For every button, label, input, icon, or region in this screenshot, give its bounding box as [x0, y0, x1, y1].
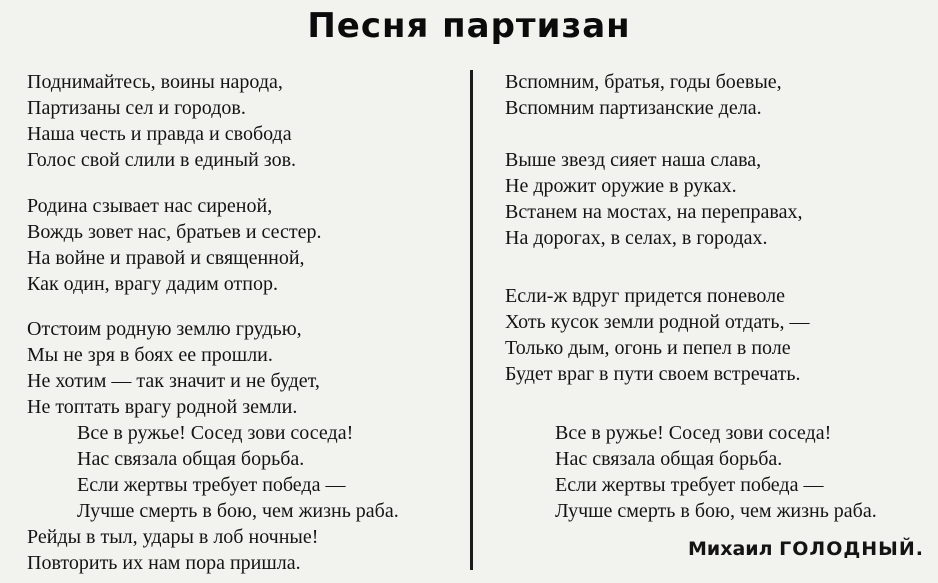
verse-line: Родина сзывает нас сиреной,	[27, 195, 273, 217]
verse-line: Встанем на мостах, на переправах,	[505, 201, 803, 223]
verse-line: Повторить их нам пора пришла.	[27, 552, 301, 574]
author-first-name: Михаил	[688, 538, 773, 560]
verse-line: Как один, врагу дадим отпор.	[27, 273, 278, 295]
verse-line: Не дрожит оружие в руках.	[505, 175, 737, 197]
verse-line: Не топтать врагу родной земли.	[27, 396, 298, 418]
verse-line: Вспомним партизанские дела.	[505, 97, 762, 119]
verse-line: Выше звезд сияет наша слава,	[505, 149, 762, 171]
refrain-line: Нас связала общая борьба.	[77, 448, 305, 470]
verse-line: Вождь зовет нас, братьев и сестер.	[27, 221, 322, 243]
verse-line: Мы не зря в боях ее прошли.	[27, 344, 273, 366]
refrain-line: Лучше смерть в бою, чем жизнь раба.	[555, 500, 877, 522]
refrain-line: Если жертвы требует победа —	[555, 474, 824, 496]
verse-line: На войне и правой и священной,	[27, 247, 305, 269]
refrain-line: Если жертвы требует победа —	[77, 474, 346, 496]
poem-title: Песня партизан	[307, 6, 631, 46]
refrain-line: Все в ружье! Сосед зови соседа!	[77, 422, 354, 444]
author-signature	[688, 538, 924, 560]
verse-line: Голос свой слили в единый зов.	[27, 149, 297, 171]
verse-line: На дорогах, в селах, в городах.	[505, 227, 768, 249]
verse-line: Хоть кусок земли родной отдать, —	[505, 311, 810, 333]
verse-line: Рейды в тыл, удары в лоб ночные!	[27, 526, 319, 548]
verse-line: Будет враг в пути своем встречать.	[505, 363, 801, 385]
verse-line: Не хотим — так значит и не будет,	[27, 370, 320, 392]
verse-line: Партизаны сел и городов.	[27, 97, 246, 119]
refrain-line: Нас связала общая борьба.	[555, 448, 783, 470]
refrain-line: Лучше смерть в бою, чем жизнь раба.	[77, 500, 399, 522]
refrain-line: Все в ружье! Сосед зови соседа!	[555, 422, 832, 444]
verse-line: Только дым, огонь и пепел в поле	[505, 337, 791, 359]
verse-line: Наша честь и правда и свобода	[27, 123, 292, 145]
column-divider	[470, 70, 473, 570]
verse-line: Если-ж вдруг придется поневоле	[505, 285, 786, 307]
verse-line: Отстоим родную землю грудью,	[27, 318, 302, 340]
verse-line: Вспомним, братья, годы боевые,	[505, 71, 782, 93]
author-last-name: ГОЛОДНЫЙ.	[779, 538, 924, 560]
verse-line: Поднимайтесь, воины народа,	[27, 71, 283, 93]
